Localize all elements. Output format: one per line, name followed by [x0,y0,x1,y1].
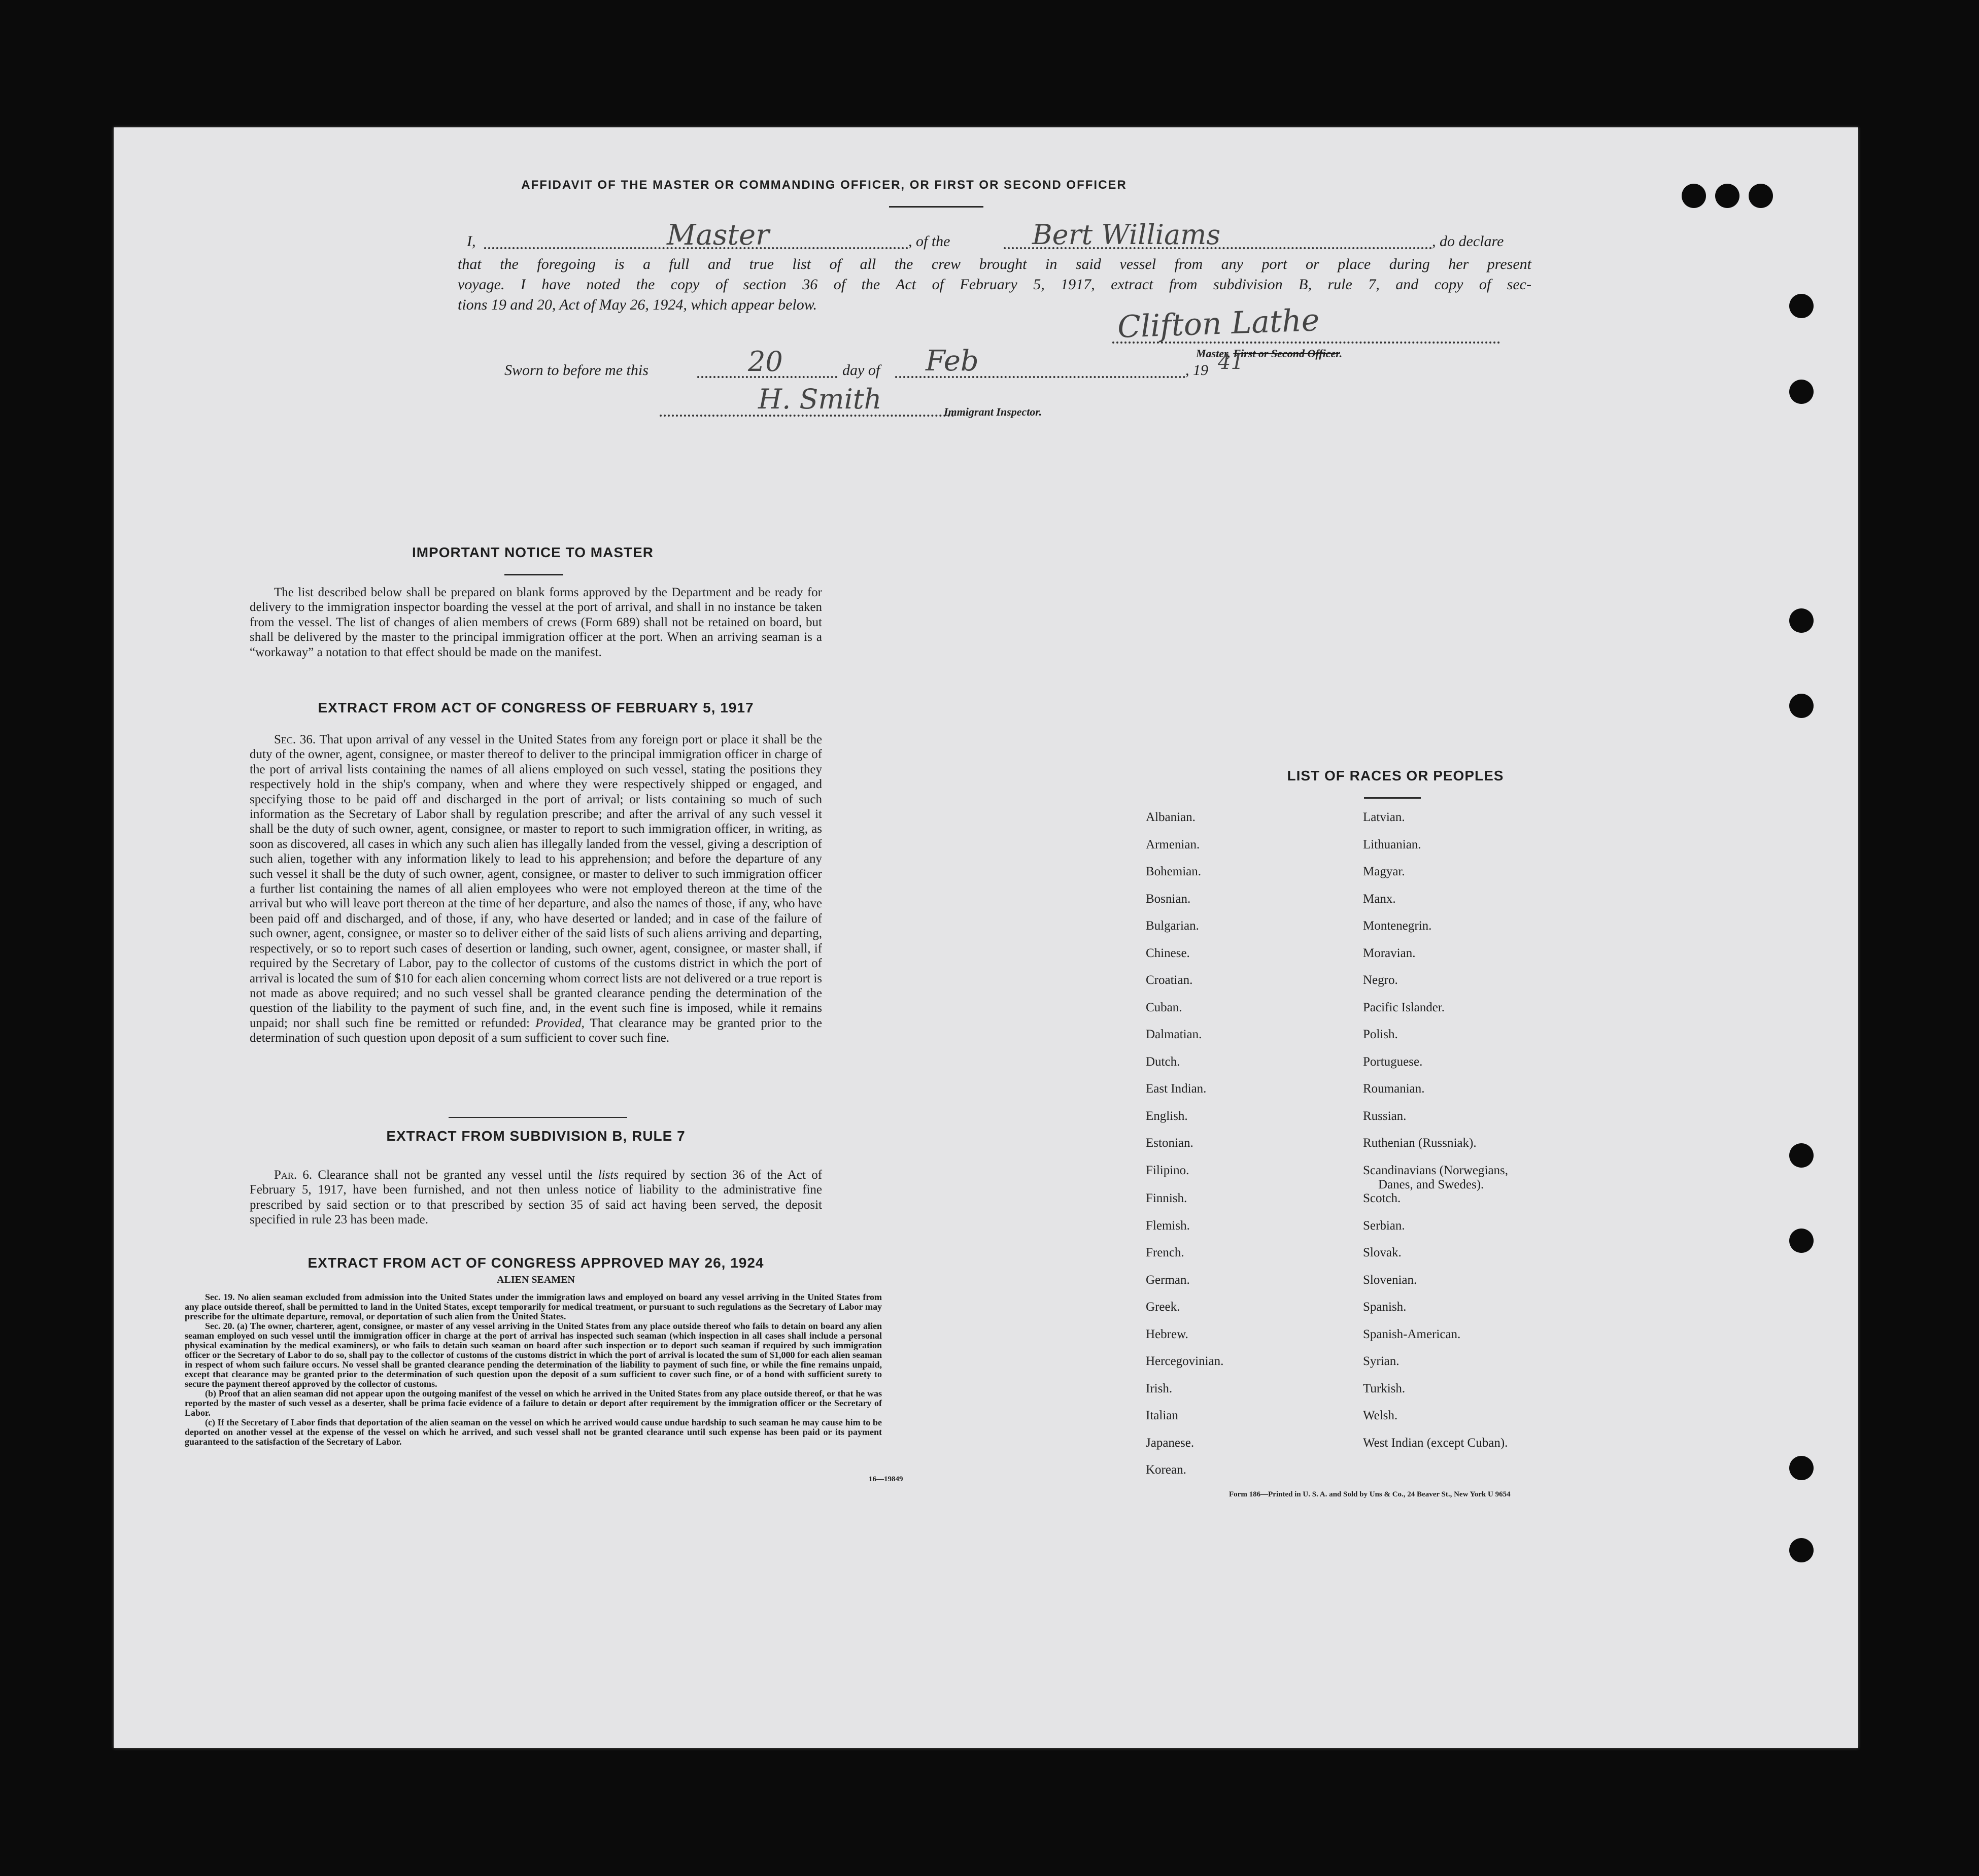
race-item: Polish. [1363,1028,1398,1041]
race-item: Montenegrin. [1363,919,1432,933]
race-item: Negro. [1363,973,1398,987]
race-item: Armenian. [1146,837,1200,851]
rule7-text-b: required by section 36 of the Act of February 5, 1917, have been furnished, and not then unless notice of liability to the administrative fine prescribed by said section or to that prescribed by section 35 of said act having been served, the deposit specified in rule 23 has been made. [250,1168,823,1227]
act1917-title: EXTRACT FROM ACT OF CONGRESS OF FEBRUARY 5, 1917 [318,700,754,715]
race-item: Scotch. [1363,1191,1401,1205]
race-item: Lithuanian. [1363,837,1421,851]
race-item: Russian. [1363,1109,1407,1123]
race-item: Hebrew. [1146,1327,1188,1341]
affidavit-line-2: voyage. I have noted the copy of section 36 of the Act of February 5, 1917, extract from subdivision B, rule 7, and copy of sec- [458,276,1531,293]
affidavit-title: AFFIDAVIT OF THE MASTER OR COMMANDING OFFICER, OR FIRST OR SECOND OFFICER [521,178,1127,192]
race-item: Bosnian. [1146,892,1191,906]
race-item: Italian [1146,1409,1178,1422]
race-item: Chinese. [1146,946,1190,960]
race-item: French. [1146,1246,1184,1259]
act1924-body [185,1292,882,1447]
race-item: Bulgarian. [1146,919,1199,933]
race-item: Croatian. [1146,973,1193,987]
rule7-text-a: Clearance shall not be granted any vessel until the [318,1168,593,1182]
race-item: Spanish. [1363,1300,1407,1314]
officer-handwritten: Master [667,219,769,252]
par6-label: Par. 6. [274,1168,313,1182]
do-declare-label: , do declare [1432,233,1504,250]
race-item: Moravian. [1363,946,1416,960]
race-item: Albanian. [1146,810,1196,824]
act1924-subtitle: ALIEN SEAMEN [497,1274,575,1285]
master-signature: Clifton Lathe [1116,302,1320,345]
i-label: I, [467,233,476,250]
year-printed: , 19 [1185,362,1208,379]
punch-hole [1789,608,1814,633]
vessel-handwritten: Bert Williams [1032,219,1221,251]
sec20b-text: (b) Proof that an alien seaman did not appear upon the outgoing manifest of the vessel on which he arrived in the United States from any place outside thereof, or that he was reported by the master of such vessel as a deserter, shall be prima facie evidence of a failure to detain or deport after requirement by the immigration officer or the Secretary of Labor. [185,1388,882,1418]
punch-hole [1789,380,1814,404]
inspector-label: Immigrant Inspector. [944,405,1042,418]
title-rule [889,206,983,208]
race-item: Slovak. [1363,1246,1402,1259]
race-item: Korean. [1146,1463,1186,1477]
punch-hole [1682,184,1706,208]
race-item: Finnish. [1146,1191,1187,1205]
race-item: Irish. [1146,1381,1173,1395]
punch-hole [1715,184,1739,208]
race-item: Serbian. [1363,1218,1405,1233]
race-item: Pacific Islander. [1363,1000,1445,1014]
race-item: Scandinavians (Norwegians, [1363,1163,1509,1177]
document-page [114,127,1858,1748]
race-item: West Indian (except Cuban). [1363,1436,1508,1450]
day-of-label: day of [842,362,880,379]
inspector-handwritten: H. Smith [758,383,882,415]
race-item: East Indian. [1146,1082,1207,1096]
printer-footer: Form 186—Printed in U. S. A. and Sold by Uns & Co., 24 Beaver St., New York U 9654 [1229,1490,1511,1498]
sworn-label: Sworn to before me this [504,362,649,379]
race-item: Dalmatian. [1146,1028,1202,1041]
sec20a-text: Sec. 20. (a) The owner, charterer, agent, consignee, or master of any vessel arriving in the United States from any place outside thereof who fails to detain on board any alien seaman employed on such vessel until the immigration officer in charge at the port of arrival has inspected such seaman (which inspection in all cases shall include a personal physical examination by the medical examiners), or who fails to detain such seaman on board after such inspection or to deport such seaman if required by such immigration officer or the Secretary of Labor to do so, shall pay to the collector of customs of the customs district in which the port of arrival is located the sum of $1,000 for each alien seaman in respect of whom such failure occurs. No vessel shall be granted clearance pending the determination of the liability to payment of such fine, or while the fine remains unpaid, except that clearance may be granted prior to the determination of such question upon the deposit of a sum sufficient to cover such fine, or of a bond with sufficient surety to secure the payment thereof approved by the collector of customs. [185,1321,882,1389]
notice-title: IMPORTANT NOTICE TO MASTER [412,544,654,560]
sec19-text: Sec. 19. No alien seaman excluded from admission into the United States under the immigration laws and employed on board any vessel arriving in the United States from any place outside thereof, shall be permitted to land in the United States, except temporarily for medical treatment, or pursuant to such regulations as the Secretary of Labor may prescribe for the ultimate departure, removal, or deportation of such alien from the United States. [185,1292,882,1321]
race-item: Filipino. [1146,1163,1189,1177]
race-item: Estonian. [1146,1136,1193,1150]
race-item: Dutch. [1146,1054,1180,1069]
sec20c-text: (c) If the Secretary of Labor finds that deportation of the alien seaman on the vessel on which he arrived would cause undue hardship to such seaman he may cause him to be deported on another vessel at the expense of the vessel on which he arrived, and such vessel shall not be granted clearance until such expense has been paid or its payment guaranteed to the satisfaction of the Secretary of Labor. [185,1417,882,1447]
race-item: Slovenian. [1363,1273,1417,1287]
of-the-label: , of the [908,233,950,250]
struck-officer-label: First or Second Officer [1233,347,1340,360]
form-code: 16—19849 [869,1475,903,1483]
signature-caption: Master, First or Second Officer. [1196,347,1343,360]
races-rule [1364,797,1421,799]
race-item: Flemish. [1146,1218,1190,1233]
race-item: Portuguese. [1363,1054,1423,1069]
sec36-label: Sec. 36. [274,733,316,746]
punch-hole [1789,1456,1814,1480]
race-item: Japanese. [1146,1436,1195,1450]
race-item: Hercegovinian. [1146,1354,1224,1368]
rule7-paragraph [250,1168,822,1227]
race-item: Cuban. [1146,1000,1182,1014]
year-handwritten: 41 [1218,351,1244,374]
races-title: LIST OF RACES OR PEOPLES [1287,768,1504,783]
punch-hole [1789,1229,1814,1253]
race-item: English. [1146,1109,1188,1123]
sec36-tail: That clearance may be granted prior to the determination of such question upon deposit of a sum sufficient to cover such fine. [250,1016,823,1045]
race-item: German. [1146,1273,1190,1287]
notice-paragraph: The list described below shall be prepared on blank forms approved by the Department and be ready for delivery to the immigration inspector boarding the vessel at the port of arrival, and shall in no instance be taken from the vessel. The list of changes of alien members of crews (Form 689) shall not be retained on board, but shall be delivered by the master to the principal immigration officer at the port. When an arriving seaman is a “workaway” a notation to that effect should be made on the manifest. [250,586,822,659]
punch-hole [1789,1538,1814,1562]
day-handwritten: 20 [748,346,783,378]
punch-hole [1789,1143,1814,1168]
punch-hole [1789,694,1814,718]
affidavit-line-1: that the foregoing is a full and true list of all the crew brought in said vessel from any port or place during her present [458,256,1531,272]
race-item: Manx. [1363,892,1396,906]
race-item: Danes, and Swedes). [1378,1177,1484,1191]
punch-hole [1749,184,1773,208]
race-item: Latvian. [1363,810,1405,824]
race-item: Spanish-American. [1363,1327,1461,1341]
notice-rule [504,574,563,575]
act1917-rule [449,1117,627,1118]
lists-word: lists [598,1168,619,1182]
sec36-text: That upon arrival of any vessel in the United States from any foreign port or place it shall be the duty of the owner, agent, consignee, or master thereof to deliver to the principal immigration officer in charge of the port of arrival lists containing the names of all aliens employed on such vessel, stating the positions they respectively hold in the ship's company, when and where they were respectively shipped or engaged, and specifying those to be paid off and discharged in the port of arrival; or lists containing so much of such information as the Secretary of Labor shall by regulation prescribe; and after the arrival of any such vessel it shall be the duty of such owner, agent, consignee, or master to report to such immigration officer, in writing, as soon as discovered, all cases in which any such alien has illegally landed from the vessel, giving a description of such alien, together with any information likely to lead to his apprehension; and before the departure of any such vessel it shall be the duty of such owner, agent, consignee, or master to deliver to such immigration officer a further list containing the names of all alien employees who were not employed thereon at the time of the arrival but who will leave port thereon at the time of her departure, and also the names of those, if any, who have been paid off and discharged, and of those, if any, who have deserted or landed; and in case of the failure of such owner, agent, consignee, or master so to deliver either of the said lists of such aliens arriving and departing, respectively, or so to report such cases of desertion or landing, such owner, agent, consignee, or master shall, if required by the Secretary of Labor, pay to the collector of customs of the customs district in which the port of arrival is located the sum of $10 for each alien concerning whom correct lists are not delivered or a true report is not made as above required; and no such vessel shall be granted clearance pending the determination of the question of the liability to the payment of such fine, and, in the event such fine is imposed, while it remains unpaid; nor shall such fine be remitted or refunded: [250,733,822,1030]
race-item: Greek. [1146,1300,1180,1314]
punch-hole [1789,294,1814,318]
rule7-title: EXTRACT FROM SUBDIVISION B, RULE 7 [386,1128,686,1144]
act1917-paragraph [250,732,822,1046]
month-handwritten: Feb [926,345,979,378]
race-item: Syrian. [1363,1354,1400,1368]
race-item: Welsh. [1363,1409,1398,1422]
race-item: Turkish. [1363,1381,1406,1395]
race-item: Roumanian. [1363,1082,1425,1096]
master-label: Master, [1196,347,1231,360]
affidavit-line-3: tions 19 and 20, Act of May 26, 1924, which appear below. [458,296,817,313]
race-item: Magyar. [1363,865,1405,878]
race-item: Bohemian. [1146,865,1202,878]
act1924-title: EXTRACT FROM ACT OF CONGRESS APPROVED MAY 26, 1924 [308,1255,764,1271]
race-item: Ruthenian (Russniak). [1363,1136,1477,1150]
provided-word: Provided, [535,1016,585,1030]
